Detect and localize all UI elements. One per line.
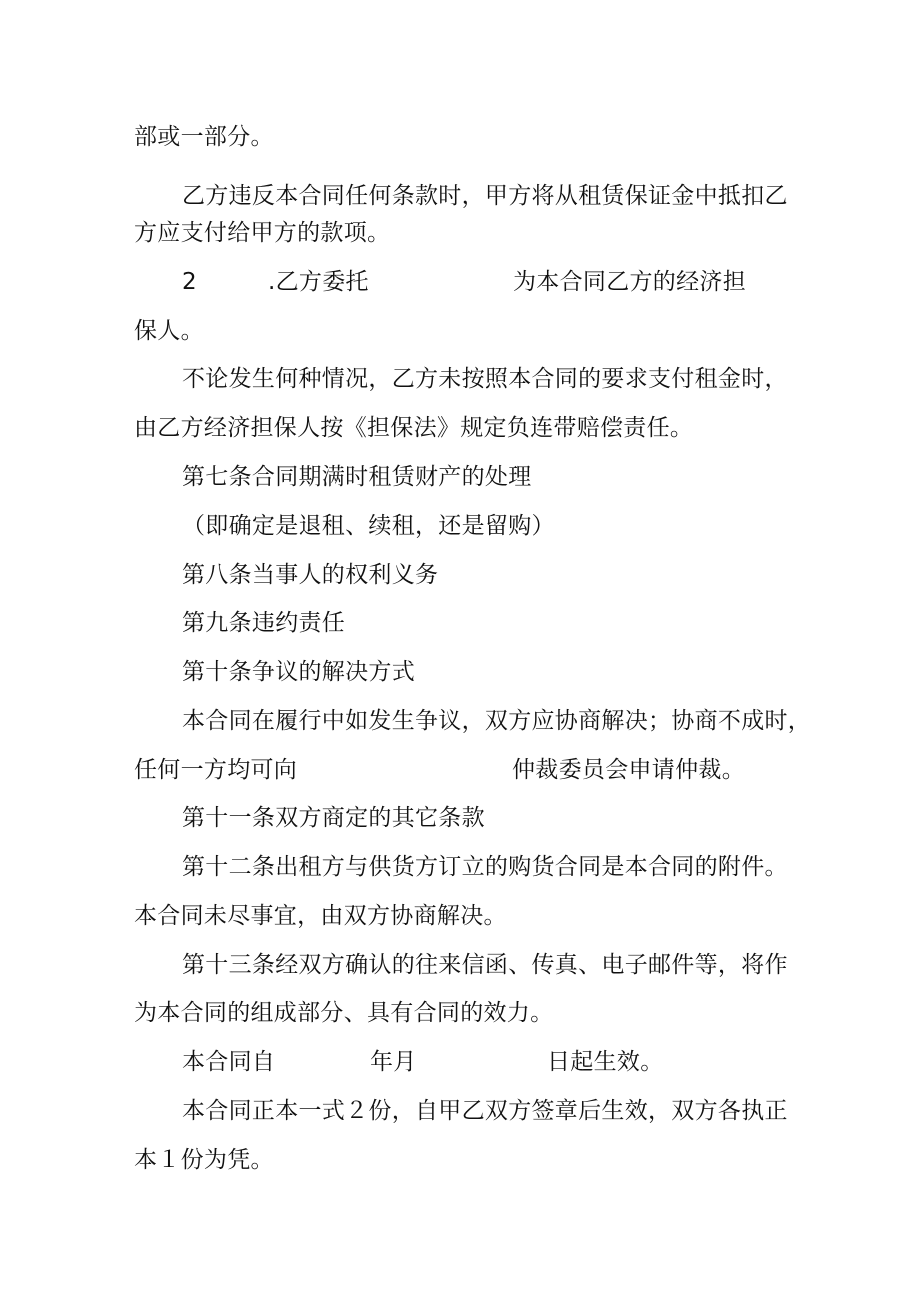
article-heading: 第七条合同期满时租赁财产的处理	[182, 464, 532, 490]
effective-text-month: 年月	[370, 1049, 417, 1075]
article-heading: 第八条当事人的权利义务	[182, 562, 439, 588]
paragraph-line: 本合同正本一式２份，自甲乙双方签章后生效，双方各执正	[182, 1098, 788, 1124]
paragraph-line: （即确定是退租、续租，还是留购）	[182, 513, 555, 539]
paragraph-line: 本１份为凭。	[134, 1147, 274, 1173]
guarantor-text-start: .乙方委托	[268, 269, 369, 295]
article-heading: 第九条违约责任	[182, 610, 346, 636]
paragraph-line: 部或一部分。	[134, 124, 274, 150]
arbitration-text-end: 仲裁委员会申请仲裁。	[512, 757, 745, 783]
paragraph-line: 第十三条经双方确认的往来信函、传真、电子邮件等，将作	[182, 952, 788, 978]
effective-text-end: 日起生效。	[547, 1049, 664, 1075]
article-heading: 第十条争议的解决方式	[182, 659, 415, 685]
paragraph-line: 由乙方经济担保人按《担保法》规定负连带赔偿责任。	[134, 415, 694, 441]
guarantor-text-end: 为本合同乙方的经济担	[513, 269, 746, 295]
paragraph-line: 本合同在履行中如发生争议，双方应协商解决；协商不成时，	[182, 708, 812, 734]
effective-text-start: 本合同自	[182, 1049, 276, 1075]
paragraph-line: 本合同未尽事宜，由双方协商解决。	[134, 903, 507, 929]
clause-number: 2	[182, 269, 197, 295]
paragraph-line: 不论发生何种情况，乙方未按照本合同的要求支付租金时，	[182, 366, 788, 392]
article-heading: 第十一条双方商定的其它条款	[182, 805, 485, 831]
paragraph-line: 乙方违反本合同任何条款时，甲方将从租赁保证金中抵扣乙	[182, 183, 788, 209]
paragraph-line: 为本合同的组成部分、具有合同的效力。	[134, 1000, 554, 1026]
paragraph-line: 方应支付给甲方的款项。	[134, 220, 391, 246]
paragraph-line: 第十二条出租方与供货方订立的购货合同是本合同的附件。	[182, 854, 788, 880]
paragraph-line: 保人。	[134, 318, 204, 344]
arbitration-text-start: 任何一方均可向	[134, 757, 298, 783]
